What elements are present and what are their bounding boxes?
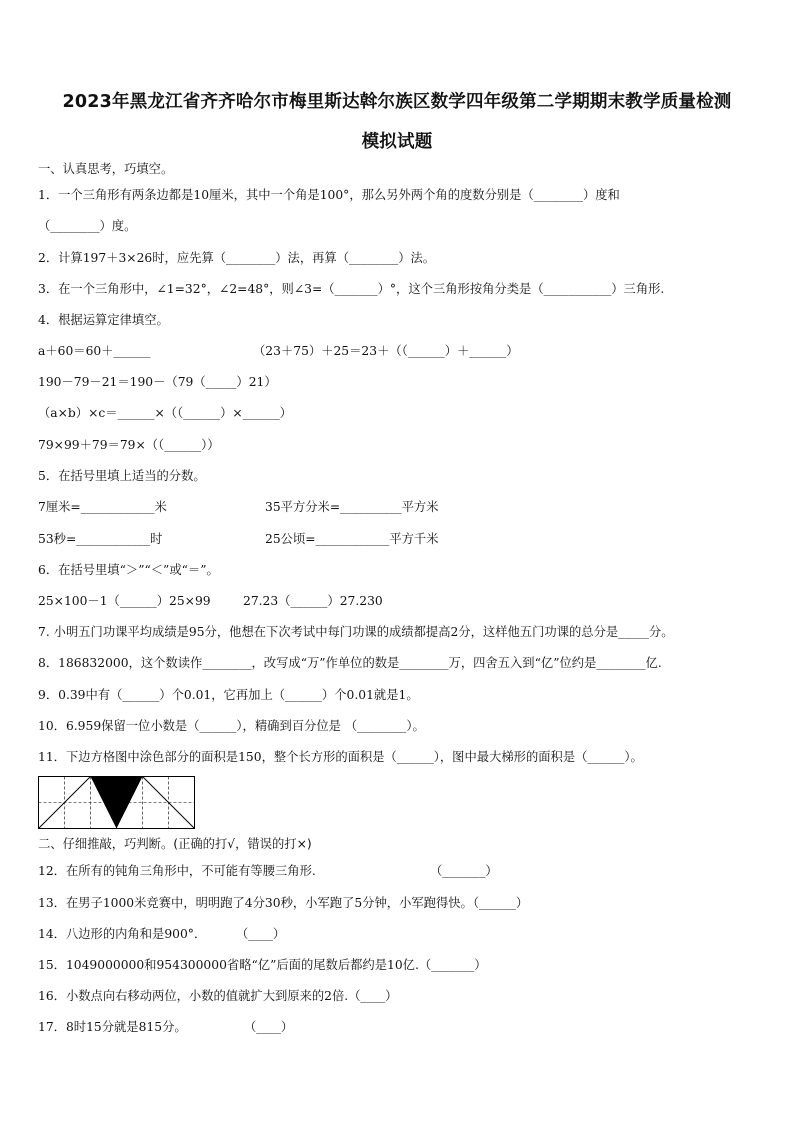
question-4c: 190－79－21＝190－（79（_____）21） (38, 375, 277, 389)
question-2: 2．计算197＋3×26时，应先算（________）法，再算（________）法。 (38, 251, 436, 265)
page-title-continued: 模拟试题 (361, 132, 433, 152)
question-4e: 79×99＋79＝79×（（______）） (38, 438, 220, 452)
question-12-blank: （_______） (430, 864, 498, 878)
grid-figure (38, 776, 196, 830)
question-9: 9．0.39中有（______）个0.01，它再加上（______）个0.01就是1。 (38, 688, 419, 702)
question-5: 5．在括号里填上适当的分数。 (38, 469, 206, 483)
question-5c: 53秒=____________时 (38, 532, 163, 546)
question-13: 13．在男子1000米竞赛中，明明跑了4分30秒，小军跑了5分钟，小军跑得快。（______） (38, 896, 529, 910)
question-4d: （a×b）×c＝______×（（______）×______） (38, 406, 292, 420)
question-14-blank: （____） (236, 927, 286, 941)
question-6: 6．在括号里填“＞”“＜”或“＝”。 (38, 563, 219, 577)
question-11: 11．下边方格图中涂色部分的面积是150，整个长方形的面积是（______），图中最大梯形的面积是（______）。 (38, 750, 643, 764)
section-1-heading: 一、认真思考，巧填空。 (38, 162, 174, 176)
question-1-line1: 1．一个三角形有两条边都是10厘米，其中一个角是100°，那么另外两个角的度数分别是（________）度和 (38, 188, 620, 202)
question-12: 12．在所有的钝角三角形中，不可能有等腰三角形. (38, 864, 316, 878)
page-title: 2023年黑龙江省齐齐哈尔市梅里斯达斡尔族区数学四年级第二学期期末教学质量检测 (62, 92, 732, 112)
question-14: 14．八边形的内角和是900°． (38, 927, 207, 941)
question-7: 7. 小明五门功课平均成绩是95分，他想在下次考试中每门功课的成绩都提高2分，这样他五门功课的总分是_____分。 (38, 625, 674, 639)
question-15: 15．1049000000和954300000省略“亿”后面的尾数后都约是10亿.（_______） (38, 958, 487, 972)
question-5b: 35平方分米=__________平方米 (265, 500, 439, 514)
question-5a: 7厘米=____________米 (38, 500, 167, 514)
question-4a: a＋60＝60＋______ (38, 344, 151, 358)
question-8: 8．186832000，这个数读作________，改写成“万”作单位的数是________万，四舍五入到“亿”位约是________亿. (38, 656, 662, 670)
question-17: 17．8时15分就是815分。 (38, 1020, 187, 1034)
question-4: 4．根据运算定律填空。 (38, 313, 169, 327)
question-6b: 27.23（______）27.230 (243, 594, 383, 608)
question-4b: （23＋75）＋25＝23＋（（______）＋______） (253, 344, 519, 358)
question-5d: 25公顷=____________平方千米 (265, 532, 439, 546)
question-3: 3．在一个三角形中，∠1=32°，∠2=48°，则∠3=（_______）°，这个三角形按角分类是（___________）三角形. (38, 282, 665, 296)
section-2-heading: 二、仔细推敲，巧判断。(正确的打√，错误的打×) (38, 837, 312, 851)
question-1-line2: （________）度。 (38, 219, 137, 233)
question-16: 16．小数点向右移动两位，小数的值就扩大到原来的2倍.（____） (38, 989, 398, 1003)
question-17-blank: （____） (244, 1020, 294, 1034)
question-6a: 25×100－1（______）25×99 (38, 594, 211, 608)
question-10: 10．6.959保留一位小数是（______），精确到百分位是 （________）。 (38, 719, 425, 733)
